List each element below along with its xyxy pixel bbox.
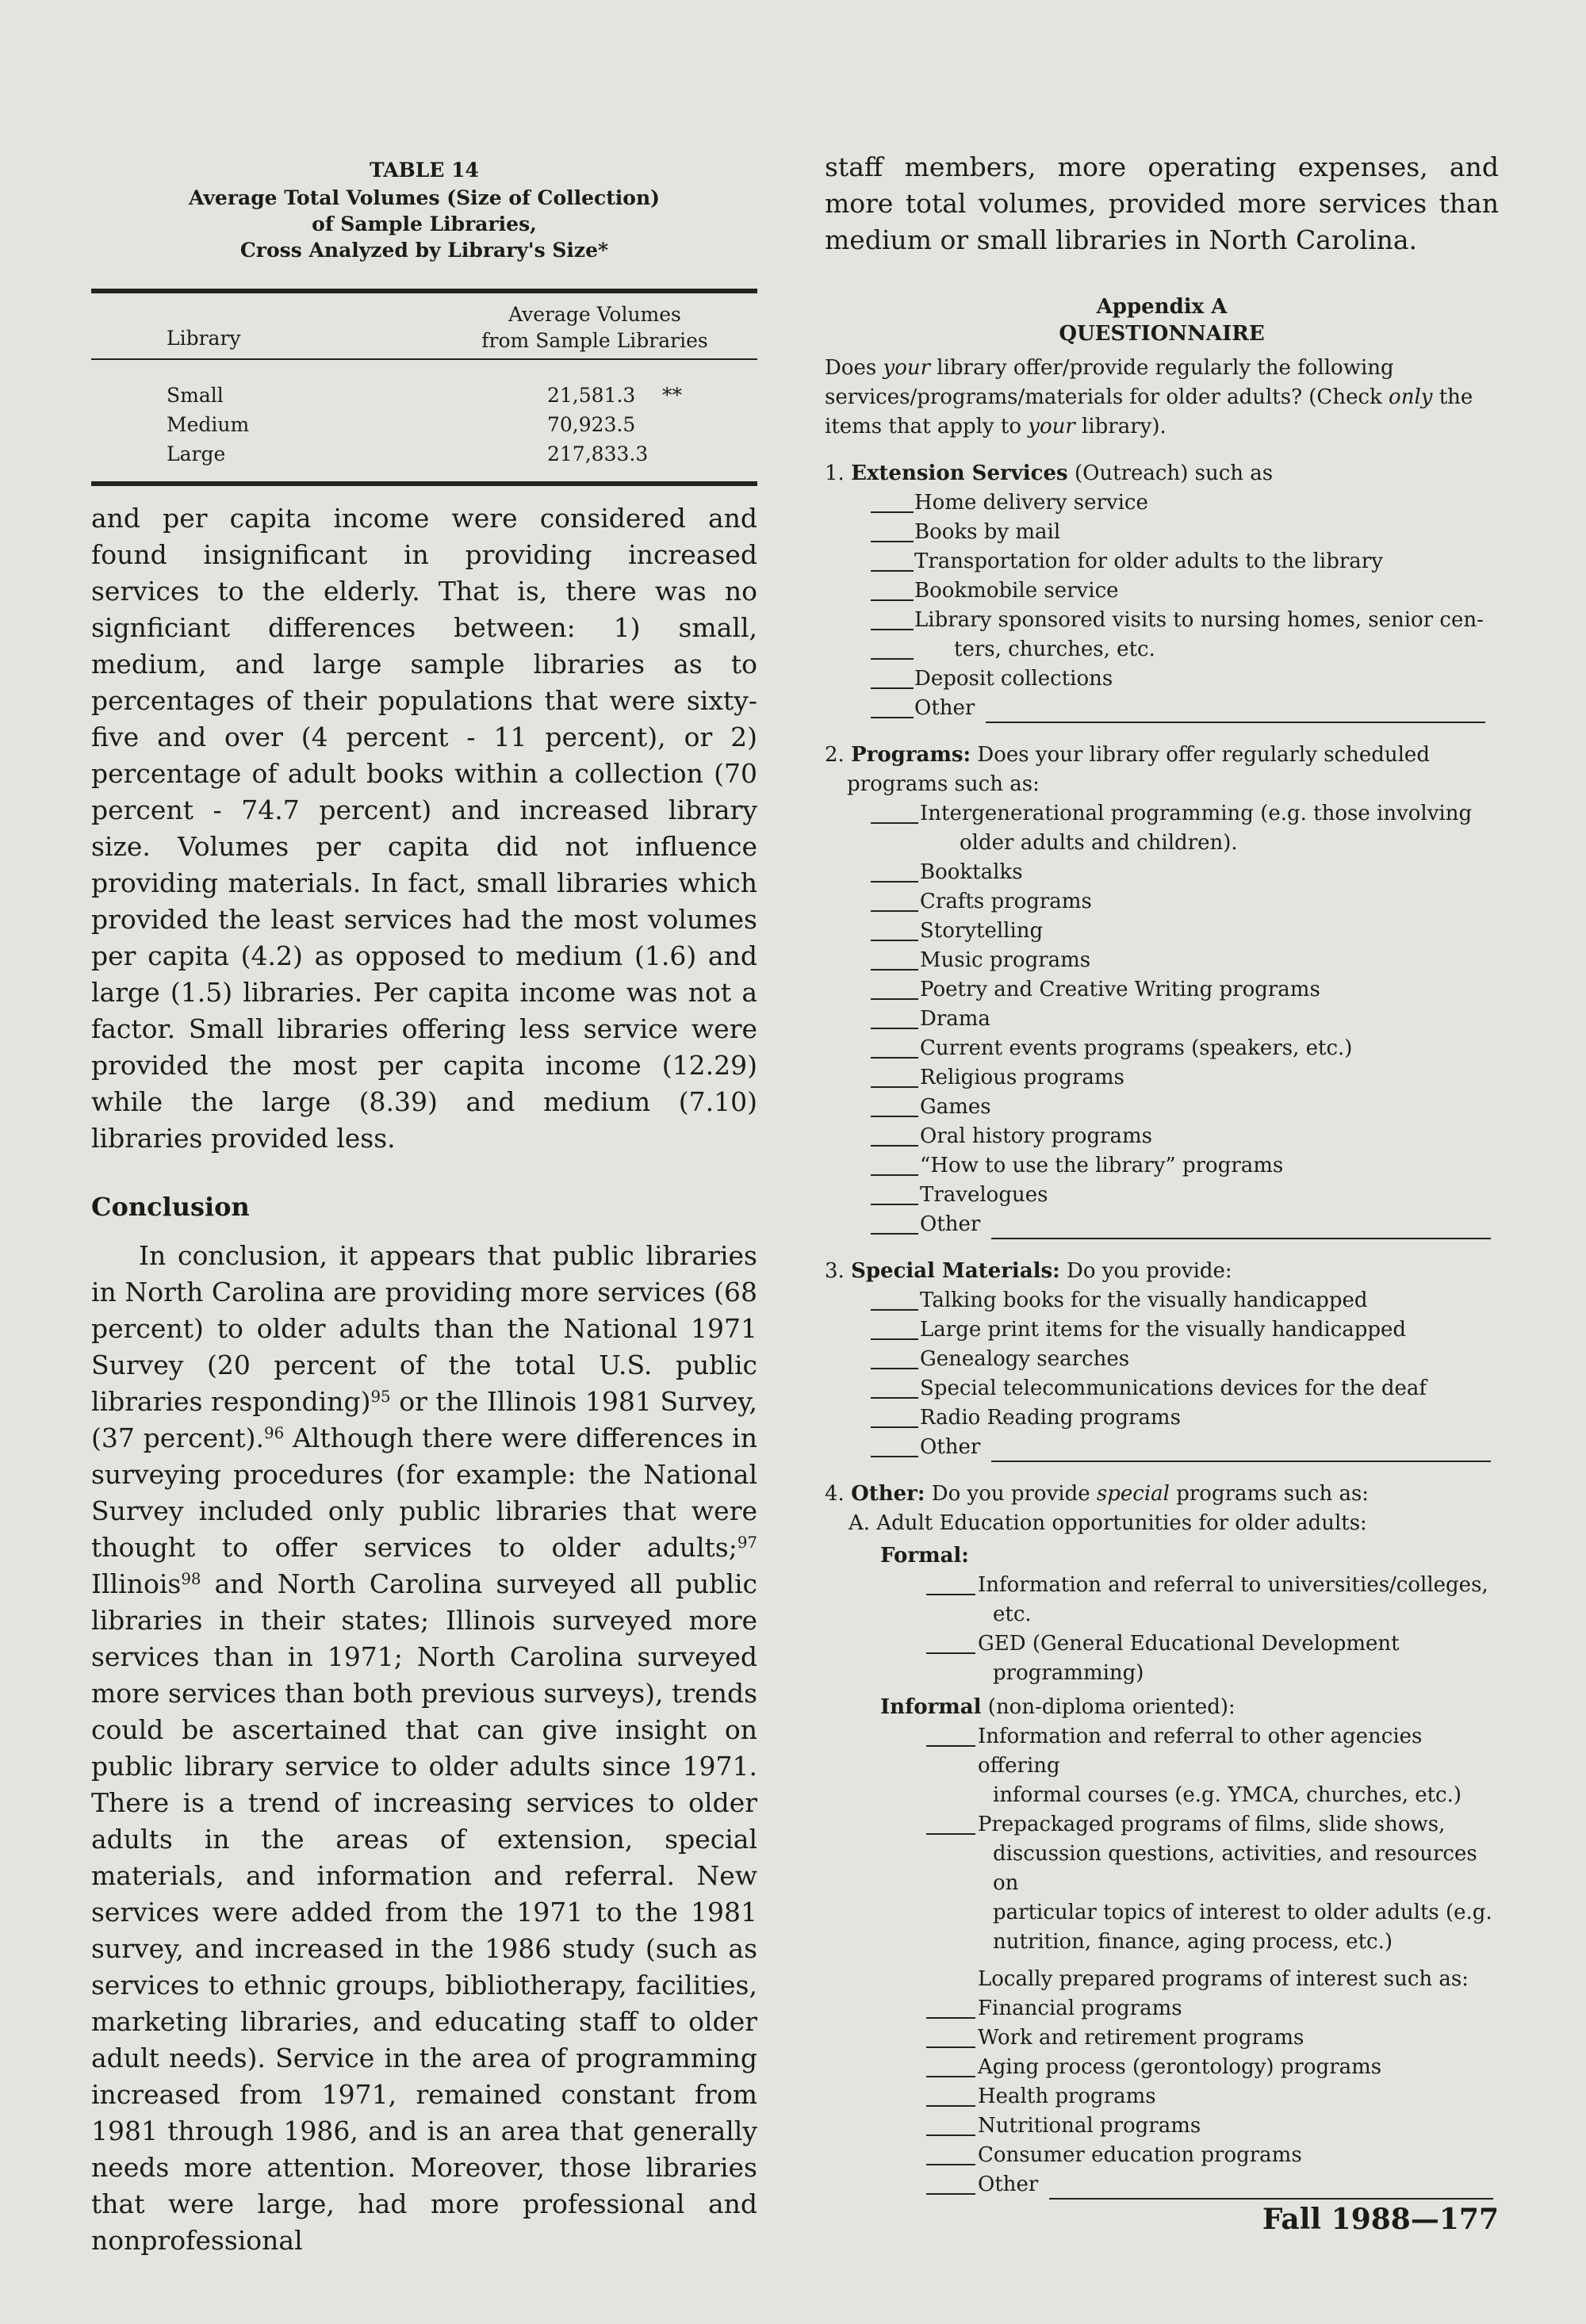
- checklist-label: Intergenerational programming (e.g. those involving: [871, 799, 1499, 829]
- section-title: Programs:: [851, 743, 971, 767]
- page-footer: Fall 1988—177: [1262, 2203, 1499, 2236]
- section-title: Extension Services: [851, 461, 1068, 485]
- text-run: In conclusion, it appears that public libraries in North Carolina are providing more services (68 percent) to older adults than the National 1971 Survey (20 percent of the total U.S. public libraries responding): [91, 1240, 757, 1417]
- table-row: [91, 410, 757, 439]
- section-extension-services: [825, 459, 1499, 723]
- checklist-label: Bookmobile service: [871, 576, 1499, 606]
- cell-volumes: 70,923.5: [547, 413, 636, 436]
- section-title: Special Materials:: [851, 1259, 1060, 1283]
- continued-paragraph: staff members, more operating expenses, and more total volumes, provided more services than medium or small libraries in North Carolina.: [825, 151, 1499, 255]
- checklist-label: Consumer education programs: [926, 2141, 1499, 2170]
- checklist-item[interactable]: [825, 1571, 1499, 1629]
- checklist-label: Genealogy searches: [871, 1345, 1499, 1374]
- text-run: Illinois: [91, 1568, 182, 1599]
- text-run: Informal: [880, 1695, 982, 1719]
- checklist-label: Oral history programs: [871, 1122, 1499, 1151]
- text-run: your: [1028, 415, 1075, 438]
- appendix-label: Appendix A: [1096, 295, 1228, 319]
- checklist-item[interactable]: [825, 518, 1499, 547]
- appendix-title: [825, 293, 1499, 347]
- text-run: your: [883, 356, 931, 380]
- text-run: Does your library offer regularly scheduled programs such as:: [847, 743, 1430, 796]
- checklist-item[interactable]: [825, 975, 1499, 1005]
- section-programs: [825, 741, 1499, 1239]
- checklist-item[interactable]: [825, 1629, 1499, 1688]
- checklist-item[interactable]: [825, 488, 1499, 518]
- checklist-label: Drama: [871, 1005, 1499, 1034]
- checklist-label: Radio Reading programs: [871, 1403, 1499, 1433]
- text-run: only: [1389, 385, 1433, 409]
- locally-prepared-label: Locally prepared programs of interest such as:: [978, 1967, 1469, 1991]
- section-title: Other:: [851, 1482, 925, 1506]
- checklist-item[interactable]: [825, 576, 1499, 606]
- checklist-item[interactable]: [825, 694, 1499, 723]
- checklist-label-cont: ters, churches, etc.: [871, 635, 1499, 664]
- checklist-label: Games: [871, 1093, 1499, 1122]
- other-blank-line[interactable]: [1049, 2179, 1493, 2200]
- footnote-ref: 97: [737, 1533, 757, 1553]
- checklist-label: Information and referral to universities/colleges,: [926, 1571, 1499, 1600]
- checklist-label-cont: etc.: [993, 1602, 1032, 1626]
- table-row: [91, 381, 757, 410]
- checklist-item[interactable]: [825, 887, 1499, 917]
- checklist-label: Other: [978, 2173, 1039, 2196]
- cell-size: Small: [167, 384, 224, 407]
- checklist-label-cont: discussion questions, activities, and resources on: [993, 1842, 1477, 1895]
- checklist-label: Work and retirement programs: [926, 2023, 1499, 2053]
- cell-size: Large: [167, 442, 226, 465]
- checklist-item[interactable]: [825, 664, 1499, 694]
- checklist-item[interactable]: [825, 1005, 1499, 1034]
- text-run: Does: [825, 356, 883, 380]
- checklist-item[interactable]: [825, 917, 1499, 946]
- other-blank-line[interactable]: [986, 703, 1485, 723]
- checklist-label: Other: [920, 1212, 981, 1236]
- text-run: Do you provide: [925, 1482, 1097, 1506]
- checklist-label: Transportation for older adults to the library: [871, 547, 1499, 576]
- cell-size: Medium: [167, 413, 250, 436]
- checklist-label: Talking books for the visually handicapped: [871, 1286, 1499, 1315]
- section-number: 1.: [825, 461, 845, 485]
- formal-label: Formal:: [880, 1544, 969, 1568]
- table-body: [91, 360, 757, 481]
- checklist-item[interactable]: [825, 1722, 1499, 1810]
- questionnaire-label: QUESTIONNAIRE: [1059, 322, 1265, 346]
- section-number: 2.: [825, 743, 845, 767]
- section-other: [825, 1480, 1499, 2200]
- checklist-label: Current events programs (speakers, etc.): [871, 1034, 1499, 1063]
- body-paragraph: and per capita income were considered and found insignificant in providing increased services to the elderly. That is, there was no signficiant differences between: 1) small, medium, and large sample libraries as to percentages of their populations that were sixty-five and over (4 percent - 11 percent), or 2) percentage of adult books within a collection (70 percent - 74.7 percent) and increased library size. Volumes per capita did not influence providing materials. In fact, small libraries which provided the least services had the most volumes per capita (4.2) as opposed to medium (1.6) and large (1.5) libraries. Per capita income was not a factor. Small libraries offering less service were provided the most per capita income (12.29) while the large (8.39) and medium (7.10) libraries provided less.: [91, 503, 757, 1154]
- cell-mark: **: [662, 384, 682, 407]
- checklist-item[interactable]: [825, 1374, 1499, 1403]
- checklist-label: Poetry and Creative Writing programs: [871, 975, 1499, 1005]
- checklist-label: Crafts programs: [871, 887, 1499, 917]
- section-heading: [825, 741, 1499, 799]
- section-number: 4.: [825, 1482, 845, 1506]
- section-heading: [825, 1257, 1499, 1286]
- text-run: library).: [1075, 415, 1167, 438]
- column-header-volumes: [468, 301, 722, 354]
- checklist-item[interactable]: [825, 606, 1499, 664]
- checklist-label: Deposit collections: [871, 664, 1499, 694]
- checklist-label: Nutritional programs: [926, 2112, 1499, 2141]
- checklist-item[interactable]: [825, 799, 1499, 858]
- footnote-ref: 96: [264, 1424, 285, 1443]
- checklist-label-cont: older adults and children).: [960, 831, 1238, 855]
- checklist-item[interactable]: [825, 1063, 1499, 1093]
- text-run: library offer/provide regularly the following services/programs/materials for older adults? (Check: [825, 356, 1394, 409]
- section-number: 3.: [825, 1259, 845, 1283]
- text-run: and North Carolina surveyed all public libraries in their states; Illinois surveyed more services than in 1971; North Carolina surveyed more services than both previous surveys), trends could be ascertained that can give insight on public library service to older adults since 1971. There is a trend of increasing services to older adults in the areas of extension, special materials, and information and referral. New services were added from the 1971 to the 1981 survey, and increased in the 1986 study (such as services to ethnic groups, bibliotherapy, facilities, marketing libraries, and educating staff to older adult needs). Service in the area of programming increased from 1971, remained constant from 1981 through 1986, and is an area that generally needs more attention. Moreover, those libraries that were large, had more professional and nonprofessional: [91, 1568, 757, 2256]
- subsection-a-heading: A. Adult Education opportunities for older adults:: [849, 1511, 1367, 1535]
- checklist-item[interactable]: [825, 1433, 1499, 1462]
- cell-volumes: 21,581.3: [547, 384, 636, 407]
- checklist-label: Large print items for the visually handicapped: [871, 1315, 1499, 1345]
- text-run: special: [1096, 1482, 1170, 1506]
- questionnaire-intro: [825, 354, 1499, 442]
- checklist-label: Other: [914, 696, 975, 720]
- checklist-label: Library sponsored visits to nursing homes, senior cen-: [871, 606, 1499, 635]
- column-header-line: from Sample Libraries: [481, 329, 708, 352]
- checklist-label-cont: nutrition, finance, aging process, etc.): [993, 1930, 1393, 1954]
- checklist-item[interactable]: [825, 1093, 1499, 1122]
- checklist-item[interactable]: [825, 1994, 1499, 2023]
- footnote-ref: 95: [370, 1388, 391, 1407]
- table-title-line: Average Total Volumes (Size of Collection): [189, 186, 660, 209]
- checklist-label: Booktalks: [871, 858, 1499, 887]
- checklist-label: Other: [920, 1435, 981, 1459]
- checklist-item[interactable]: [825, 2112, 1499, 2141]
- text-run: or the Illinois 1981 Survey, (37 percent).: [91, 1386, 758, 1453]
- checklist-label: Storytelling: [871, 917, 1499, 946]
- checklist-item[interactable]: [825, 2170, 1499, 2200]
- checklist-label-cont: particular topics of interest to older adults (e.g.: [993, 1901, 1492, 1924]
- section-heading: [825, 459, 1499, 488]
- checklist-item[interactable]: [825, 858, 1499, 887]
- checklist-label: Prepackaged programs of films, slide shows,: [926, 1810, 1499, 1840]
- checklist-item[interactable]: [825, 1122, 1499, 1151]
- checklist-label: Travelogues: [871, 1181, 1499, 1210]
- checklist-label: Financial programs: [926, 1994, 1499, 2023]
- column-header-line: Average Volumes: [508, 303, 681, 326]
- table-row: [91, 439, 757, 469]
- conclusion-paragraph: [91, 1238, 757, 2259]
- text-run: programs such as:: [1169, 1482, 1370, 1506]
- checklist-label: Information and referral to other agencies offering: [926, 1722, 1499, 1781]
- checklist-item[interactable]: [825, 1286, 1499, 1315]
- section-heading: [825, 1480, 1499, 1509]
- table-title-line: Cross Analyzed by Library's Size*: [239, 239, 609, 262]
- checklist-item[interactable]: [825, 1315, 1499, 1345]
- checklist-label-cont: informal courses (e.g. YMCA, churches, etc.): [993, 1783, 1462, 1807]
- text-run: Although there were differences in surveying procedures (for example: the National Survey included only public libraries that were thought to offer services to older adults;: [91, 1422, 757, 1563]
- checklist-item[interactable]: [825, 1403, 1499, 1433]
- checklist-item[interactable]: [825, 2023, 1499, 2053]
- checklist-label: Books by mail: [871, 518, 1499, 547]
- text-run: (Outreach) such as: [1067, 461, 1274, 485]
- checklist-item[interactable]: [825, 1810, 1499, 1957]
- table-bottom-rule: [91, 481, 757, 486]
- checklist-label: Special telecommunications devices for the deaf: [871, 1374, 1499, 1403]
- checklist-item[interactable]: [825, 547, 1499, 576]
- checklist-label: Aging process (gerontology) programs: [926, 2053, 1499, 2082]
- checklist-label: Music programs: [871, 946, 1499, 975]
- checklist-item[interactable]: [825, 1181, 1499, 1210]
- checklist-item[interactable]: [825, 2053, 1499, 2082]
- checklist-label-cont: programming): [993, 1661, 1144, 1685]
- checklist-item[interactable]: [825, 2082, 1499, 2112]
- checklist-item[interactable]: [825, 1210, 1499, 1239]
- right-column: [825, 151, 1499, 2200]
- checklist-item[interactable]: [825, 1345, 1499, 1374]
- checklist-item[interactable]: [825, 1034, 1499, 1063]
- checklist-item[interactable]: [825, 946, 1499, 975]
- footnote-ref: 98: [181, 1570, 201, 1589]
- checklist-label: Home delivery service: [871, 488, 1499, 518]
- other-blank-line[interactable]: [991, 1441, 1491, 1462]
- cell-volumes: 217,833.3: [547, 442, 649, 465]
- table-header: [91, 293, 757, 358]
- checklist-item[interactable]: [825, 2141, 1499, 2170]
- checklist-label: “How to use the library” programs: [871, 1151, 1499, 1181]
- checklist-item[interactable]: [825, 1151, 1499, 1181]
- column-header-library: Library: [167, 327, 241, 350]
- checklist-label: Religious programs: [871, 1063, 1499, 1093]
- text-run: Do you provide:: [1059, 1259, 1232, 1283]
- text-run: the items that apply to: [825, 385, 1473, 438]
- checklist-label: Health programs: [926, 2082, 1499, 2112]
- table-title-line: of Sample Libraries,: [312, 212, 537, 235]
- text-run: (non-diploma oriented):: [981, 1695, 1235, 1719]
- section-heading-conclusion: Conclusion: [91, 1192, 250, 1222]
- informal-label: [825, 1693, 1499, 1722]
- table-title: [91, 185, 757, 263]
- checklist-label: GED (General Educational Development: [926, 1629, 1499, 1659]
- section-special-materials: [825, 1257, 1499, 1462]
- table-number: TABLE 14: [370, 159, 479, 182]
- other-blank-line[interactable]: [991, 1219, 1491, 1239]
- left-column: [91, 151, 757, 2259]
